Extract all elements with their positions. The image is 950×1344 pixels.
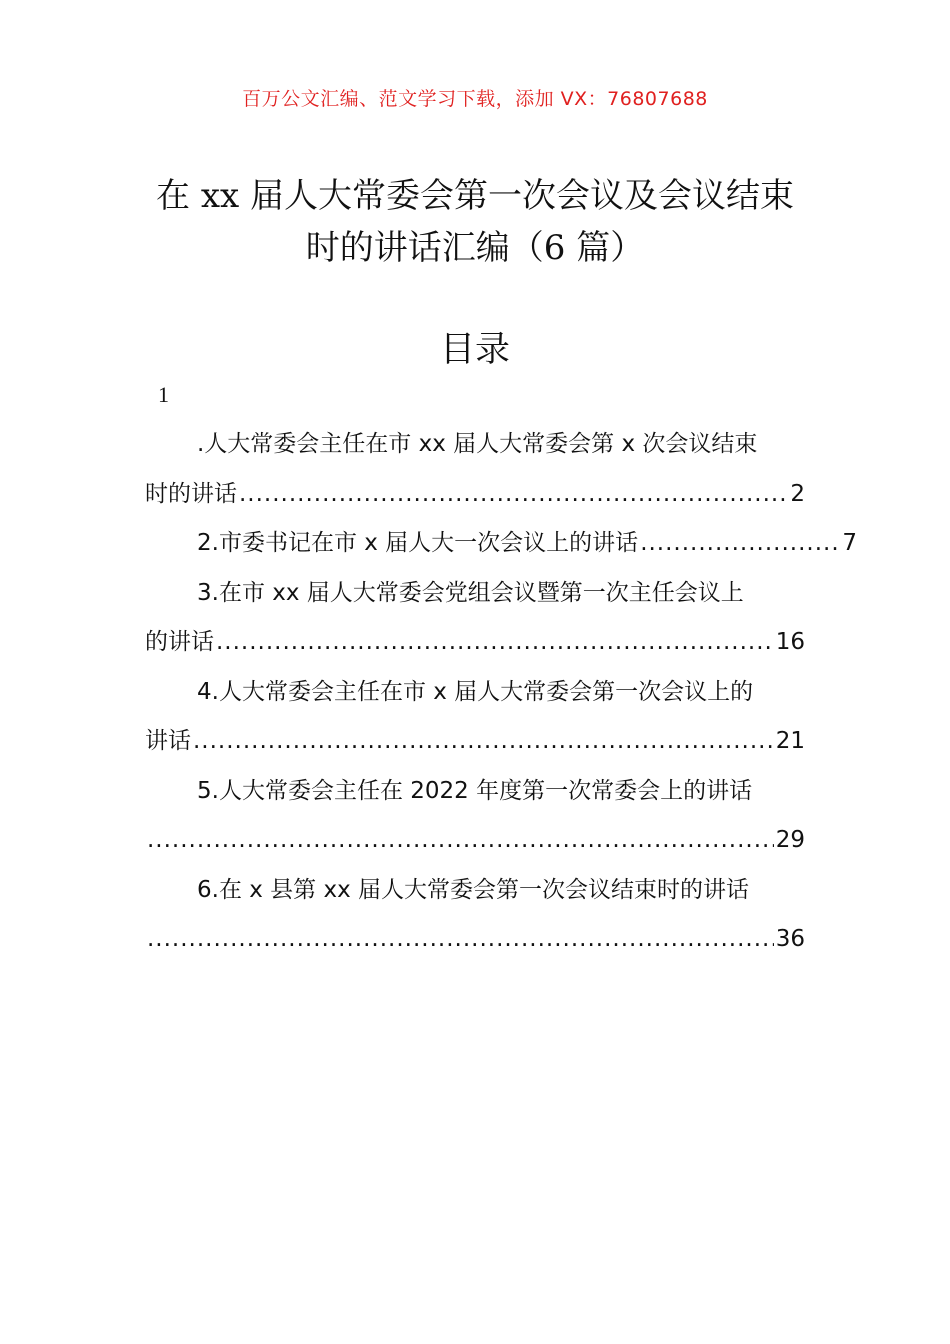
toc-entry-text-cont: 讲话 [145, 728, 191, 754]
toc-page-number: 16 [775, 629, 805, 655]
dot-leader [640, 519, 840, 569]
toc-entry-text-cont: 的讲话 [145, 629, 214, 655]
toc-entry-6[interactable] [145, 866, 805, 965]
toc-entry-5[interactable] [145, 767, 805, 866]
toc-entry-1[interactable] [145, 420, 805, 519]
toc-entry-text: 4.人大常委会主任在市 x 届人大常委会第一次会议上的 [197, 678, 754, 705]
dot-leader [147, 915, 774, 965]
toc-entry-4[interactable] [145, 668, 805, 767]
dot-leader [216, 618, 774, 668]
document-title [120, 170, 830, 274]
toc-page-number: 29 [775, 827, 805, 853]
toc-page-number: 2 [790, 480, 805, 507]
toc-entry-text-cont: 时的讲话 [145, 480, 237, 507]
header-note: 百万公文汇编、范文学习下载，添加 VX：76807688 [242, 88, 708, 110]
toc-entry-text: 6.在 x 县第 xx 届人大常委会第一次会议结束时的讲话 [197, 876, 750, 903]
dot-leader [193, 717, 774, 767]
toc-entry-text: .人大常委会主任在市 xx 届人大常委会第 x 次会议结束 [197, 431, 758, 457]
table-of-contents [145, 420, 857, 965]
toc-entry-3[interactable] [145, 569, 805, 668]
toc-page-number: 7 [842, 530, 857, 556]
toc-page-number: 36 [775, 926, 805, 952]
toc-heading: 目录 [439, 330, 510, 370]
toc-marker: 1 [158, 382, 169, 407]
toc-entry-text: 2.市委书记在市 x 届人大一次会议上的讲话 [197, 530, 639, 556]
title-line-2: 时的讲话汇编（6 篇） [305, 228, 645, 268]
toc-entry-text: 5.人大常委会主任在 2022 年度第一次常委会上的讲话 [197, 777, 753, 804]
title-line-1: 在 xx 届人大常委会第一次会议及会议结束 [156, 176, 794, 216]
dot-leader [239, 470, 788, 520]
dot-leader [147, 816, 774, 866]
toc-entry-text: 3.在市 xx 届人大常委会党组会议暨第一次主任会议上 [197, 579, 744, 606]
toc-entry-2[interactable] [145, 519, 857, 569]
toc-page-number: 21 [775, 728, 805, 754]
